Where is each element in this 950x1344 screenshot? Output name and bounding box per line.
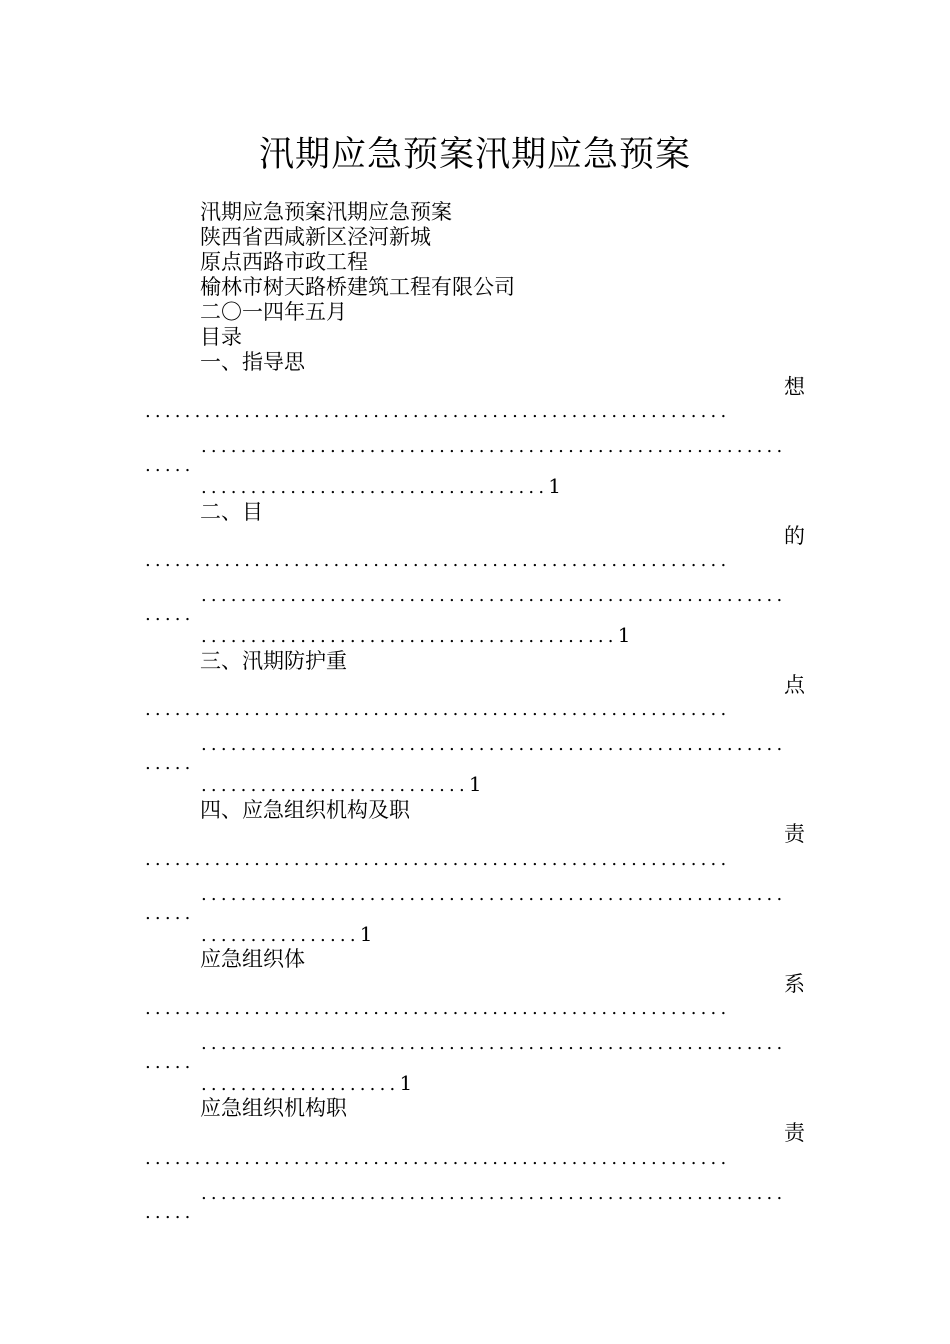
toc-leader-final: ................1 [201, 922, 373, 946]
toc-leader: ........................................................... [201, 436, 787, 457]
toc-leader: ........................................................... [145, 1148, 731, 1169]
toc-leader: ........................................................... [145, 401, 731, 422]
toc-entry-label: 一、指导思 [200, 350, 305, 374]
toc-leader: ..... [145, 753, 195, 774]
subtitle-line: 汛期应急预案汛期应急预案 [200, 200, 452, 224]
toc-leader: ........................................................... [145, 550, 731, 571]
toc-leader: ........................................................... [145, 699, 731, 720]
toc-leader: ..... [145, 1202, 195, 1223]
location-line: 陕西省西咸新区泾河新城 [200, 225, 431, 249]
toc-page-number: 1 [548, 474, 561, 498]
toc-entry-end-char: 点 [784, 673, 805, 697]
toc-page-number: 1 [617, 623, 631, 647]
toc-leader: ........................................................... [145, 849, 731, 870]
toc-entry-end-char: 责 [784, 822, 805, 846]
toc-heading: 目录 [200, 325, 242, 349]
date-line: 二〇一四年五月 [200, 300, 347, 324]
toc-leader-final: ...........................1 [201, 772, 482, 796]
toc-leader: ........................................................... [201, 884, 787, 905]
toc-leader-final: ....................1 [201, 1071, 413, 1095]
toc-leader: ........................................................... [201, 1183, 787, 1204]
toc-leader: ........................................................... [201, 585, 787, 606]
toc-leader-final: ..........................................1 [201, 623, 631, 647]
toc-leader: ..... [145, 604, 195, 625]
document-title: 汛期应急预案汛期应急预案 [258, 135, 691, 175]
toc-leader: ........................................................... [201, 1033, 787, 1054]
toc-entry-label: 三、汛期防护重 [200, 649, 347, 673]
toc-leader: ..... [145, 1052, 195, 1073]
toc-entry-end-char: 责 [784, 1121, 805, 1145]
toc-entry-label: 四、应急组织机构及职 [200, 798, 410, 822]
toc-leader: ..... [145, 455, 195, 476]
project-line: 原点西路市政工程 [200, 250, 368, 274]
company-line: 榆林市树天路桥建筑工程有限公司 [200, 275, 515, 299]
toc-entry-label: 应急组织体 [200, 947, 305, 971]
toc-entry-end-char: 想 [784, 375, 805, 399]
toc-leader: ........................................................... [145, 998, 731, 1019]
toc-entry-label: 应急组织机构职 [200, 1096, 347, 1120]
toc-page-number: 1 [399, 1071, 413, 1095]
toc-leader: ........................................................... [201, 734, 787, 755]
toc-entry-label: 二、目 [200, 500, 263, 524]
toc-entry-end-char: 的 [784, 524, 805, 548]
toc-leader: ..... [145, 903, 195, 924]
toc-entry-end-char: 系 [784, 972, 805, 996]
toc-leader-final: ...................................1 [201, 474, 561, 498]
toc-page-number: 1 [359, 922, 373, 946]
toc-page-number: 1 [468, 772, 482, 796]
